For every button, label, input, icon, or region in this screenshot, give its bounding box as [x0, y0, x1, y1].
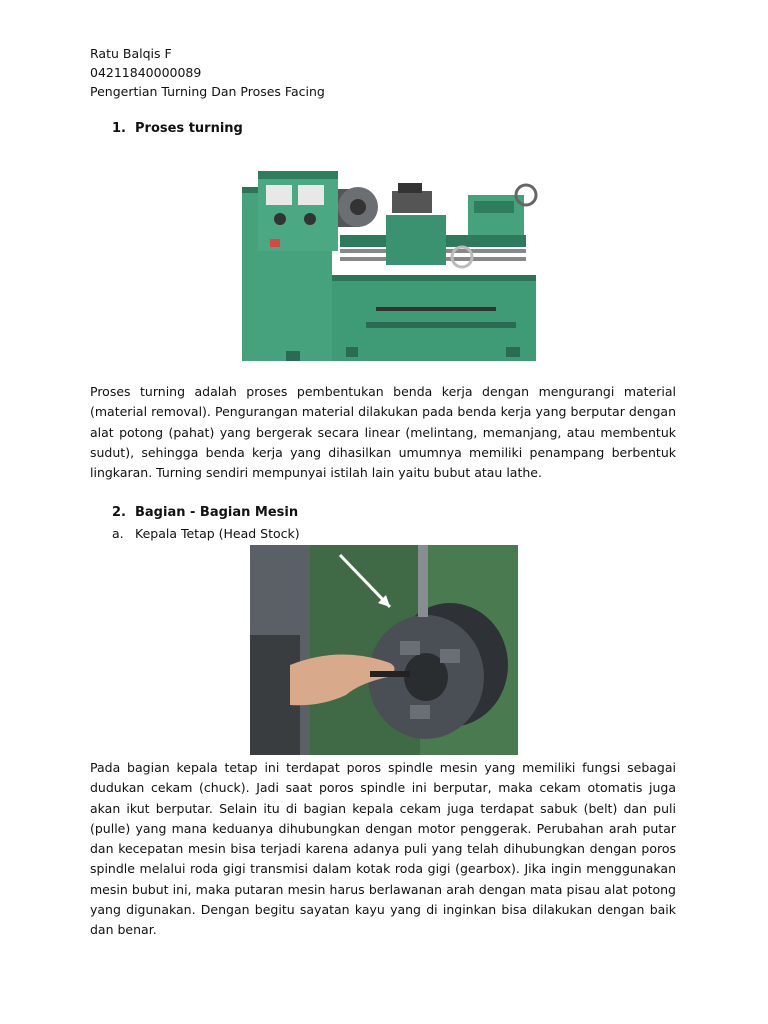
student-id: 04211840000089: [90, 65, 202, 80]
section-1-heading: [112, 121, 243, 136]
document-header: [90, 44, 325, 101]
section-2-title: Bagian - Bagian Mesin: [135, 505, 299, 520]
section-1-number: 1.: [112, 121, 126, 136]
section-2-heading: [112, 505, 298, 520]
section-1-paragraph: Proses turning adalah proses pembentukan benda kerja dengan mengurangi material (material removal). Pengurangan material dilakukan pada benda kerja yang berputar dengan alat potong (pahat) yang bergerak secara linear (melintang, memanjang, atau membentuk sudut), sehingga benda kerja yang dihasilkan umumnya memiliki penampang berbentuk lingkaran. Turning sendiri mempunyai istilah lain yaitu bubut atau lathe.: [90, 384, 676, 481]
section-2-number: 2.: [112, 505, 126, 520]
document-topic: Pengertian Turning Dan Proses Facing: [90, 84, 325, 99]
subitem-label: Kepala Tetap (Head Stock): [135, 526, 300, 541]
section-2-paragraph: Pada bagian kepala tetap ini terdapat poros spindle mesin yang memiliki fungsi sebagai dudukan cekam (chuck). Jadi saat poros spindle ini berputar, maka cekam otomatis juga akan ikut berputar. Selain itu di bagian kepala cekam juga terdapat sabuk (belt) dan puli (pulle) yang mana keduanya dihubungkan dengan motor penggerak. Perubahan arah putar dan kecepatan mesin bisa terjadi karena adanya puli yang telah dihubungkan dengan poros spindle melalui roda gigi transmisi dalam kotak roda gigi (gearbox). Jika ingin menggunakan mesin bubut ini, maka putaran mesin harus berlawanan arah dengan mata pisau alat potong yang digunakan. Dengan begitu sayatan kayu yang di inginkan bisa dilakukan dengan baik dan benar.: [90, 760, 676, 938]
subitem-number: a.: [112, 526, 124, 541]
section-1-title: Proses turning: [135, 121, 243, 136]
lathe-machine-photo: [236, 157, 538, 367]
lathe-chuck-photo: [250, 545, 518, 755]
author-name: Ratu Balqis F: [90, 46, 172, 61]
section-2-subitem: [112, 526, 300, 541]
